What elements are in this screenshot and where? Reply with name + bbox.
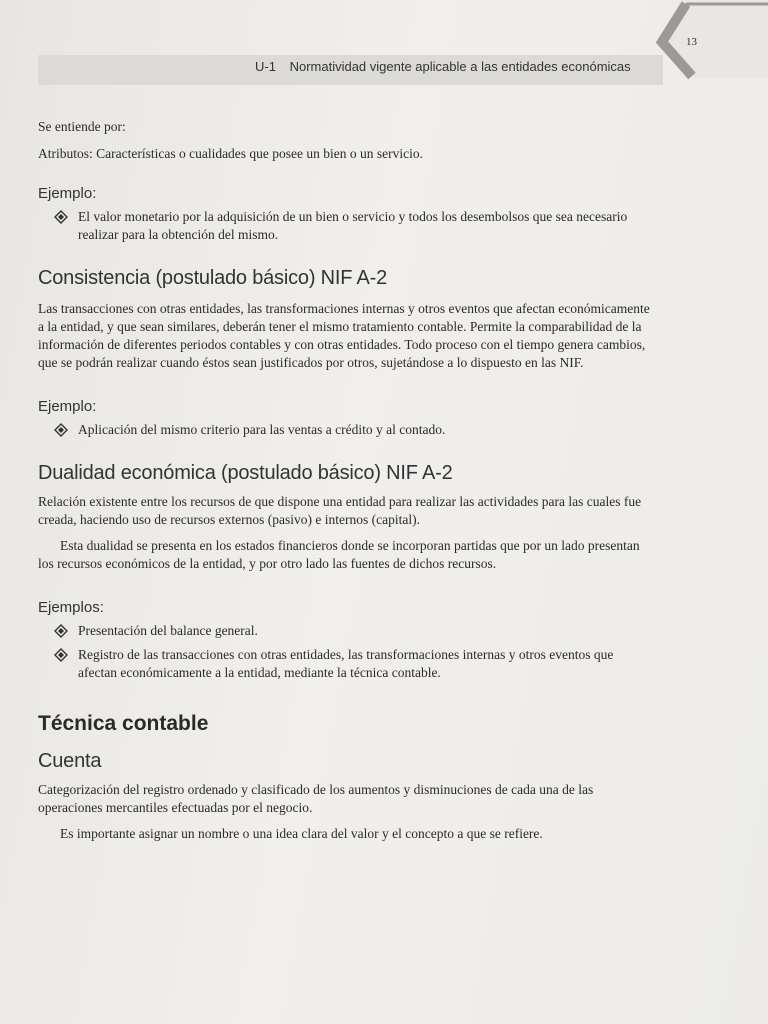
cuenta-body-2: Es importante asignar un nombre o una idea clara del valor y el concepto a que se refiere. xyxy=(60,826,543,841)
list-item xyxy=(38,208,650,244)
section-heading-dualidad: Dualidad económica (postulado básico) NIF A-2 xyxy=(38,462,453,484)
intro-text: Se entiende por: xyxy=(38,119,126,134)
cuenta-body-1: Categorización del registro ordenado y clasificado de los aumentos y disminuciones de cada una de las operaciones mercantiles efectuadas por el negocio. xyxy=(38,782,594,815)
list-item-text: Aplicación del mismo criterio para las ventas a crédito y al contado. xyxy=(78,422,446,437)
dualidad-body-2: Esta dualidad se presenta en los estados financieros donde se incorporan partidas que por un lado presentan los recursos económicos de la entidad, y por otro lado las fuentes de dichos recursos. xyxy=(38,538,640,571)
example-label: Ejemplo: xyxy=(38,398,97,415)
page-number: 13 xyxy=(686,36,697,48)
section-heading-tecnica: Técnica contable xyxy=(38,712,209,735)
example-list xyxy=(38,622,650,682)
running-header xyxy=(255,59,631,74)
list-item xyxy=(38,646,650,682)
diamond-bullet-icon xyxy=(54,423,68,437)
list-item xyxy=(38,622,650,640)
unit-label: U-1 xyxy=(255,59,276,74)
section-heading-consistencia: Consistencia (postulado básico) NIF A-2 xyxy=(38,267,388,289)
list-item-text: Presentación del balance general. xyxy=(78,623,258,638)
consistencia-body: Las transacciones con otras entidades, las transformaciones internas y otros eventos que afectan económicamente a la entidad, y que sean similares, deberán tener el mismo tratamiento contable. Permite la comparabilidad de la información de diferentes periodos contables y con otras entidades. Todo proceso con el tiempo genera cambios, que se podrán realizar cuando éstos sean justificados por otros, sujetándose a lo dispuesto en las NIF. xyxy=(38,301,650,370)
diamond-bullet-icon xyxy=(54,210,68,224)
list-item-text: Registro de las transacciones con otras entidades, las transformaciones internas y otros eventos que afectan económicamente a la entidad, mediante la técnica contable. xyxy=(78,647,614,680)
header-title: Normatividad vigente aplicable a las entidades económicas xyxy=(289,59,631,74)
definition-text: Atributos: Características o cualidades que posee un bien o un servicio. xyxy=(38,146,424,161)
example-list xyxy=(38,421,650,439)
page-content xyxy=(38,118,650,843)
subsection-heading-cuenta: Cuenta xyxy=(38,750,102,772)
example-label: Ejemplo: xyxy=(38,185,97,202)
page-corner-tab-icon xyxy=(650,0,768,90)
list-item xyxy=(38,421,650,439)
example-list xyxy=(38,208,650,244)
dualidad-body-1: Relación existente entre los recursos de que dispone una entidad para realizar las actividades para las cuales fue creada, haciendo uso de recursos externos (pasivo) e internos (capital). xyxy=(38,494,642,527)
diamond-bullet-icon xyxy=(54,648,68,662)
diamond-bullet-icon xyxy=(54,624,68,638)
list-item-text: El valor monetario por la adquisición de un bien o servicio y todos los desembolsos que sea necesario realizar para la obtención del mismo. xyxy=(78,209,628,242)
example-label: Ejemplos: xyxy=(38,599,104,616)
